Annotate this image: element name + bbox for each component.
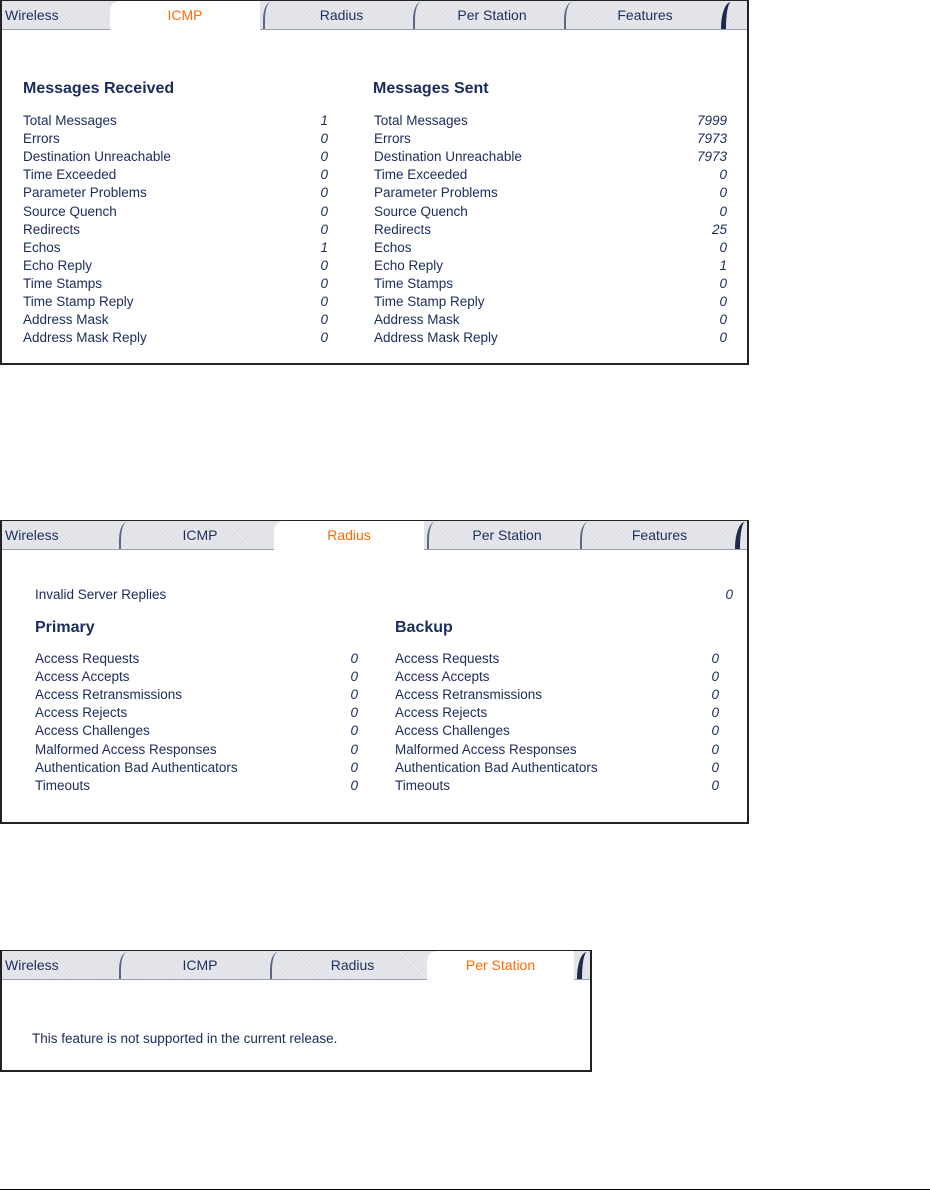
stat-label: Source Quench	[23, 203, 117, 219]
stat-value: 7999	[696, 113, 727, 128]
stat-value: 0	[320, 131, 328, 147]
stat-label: Time Stamp Reply	[374, 294, 485, 309]
stat-value: 0	[350, 777, 358, 793]
stat-row	[374, 293, 727, 311]
tab-wireless[interactable]: Wireless	[5, 7, 59, 23]
tab-separator	[113, 952, 131, 979]
stat-label: Errors	[374, 131, 411, 147]
tab-features[interactable]: Features	[631, 527, 688, 543]
stat-label: Access Retransmissions	[35, 687, 183, 703]
stat-row	[374, 275, 727, 293]
radius-panel	[0, 520, 749, 824]
stat-label: Source Quench	[374, 203, 468, 219]
stat-value: 0	[320, 167, 328, 183]
stat-label: Echos	[23, 239, 61, 255]
tab-radius[interactable]: Radius	[274, 521, 424, 550]
tab-per-station[interactable]: Per Station	[472, 527, 542, 543]
stat-row	[374, 311, 727, 329]
stat-label: Timeouts	[395, 777, 451, 793]
tab-separator	[113, 522, 131, 549]
stat-value: 0	[711, 759, 719, 775]
stat-value: 7973	[696, 149, 727, 165]
stat-row	[23, 311, 328, 329]
tab-separator	[574, 522, 592, 549]
tab-separator	[729, 522, 747, 549]
stat-row	[374, 184, 727, 202]
stat-row	[374, 203, 727, 221]
per-station-panel	[0, 950, 592, 1072]
stat-label: Time Exceeded	[23, 167, 117, 183]
stat-value: 0	[719, 239, 727, 255]
not-supported-message: This feature is not supported in the current release.	[32, 1031, 338, 1046]
stat-row	[374, 148, 727, 166]
stat-row	[35, 777, 358, 795]
stat-row	[374, 257, 727, 275]
messages-sent-title: Messages Sent	[373, 80, 489, 97]
stat-label: Redirects	[374, 221, 432, 237]
stat-value: 0	[350, 687, 358, 703]
row-value: 0	[725, 587, 733, 602]
stat-value: 0	[320, 221, 328, 237]
messages-received-title: Messages Received	[23, 80, 175, 97]
stat-label: Errors	[23, 131, 60, 147]
stat-label: Redirects	[23, 221, 81, 237]
stat-value: 0	[711, 651, 719, 666]
stat-value: 0	[320, 203, 328, 219]
stat-row	[23, 130, 328, 148]
stat-row	[23, 184, 328, 202]
stat-row	[23, 221, 328, 239]
icmp-tab-bar	[2, 1, 747, 30]
stat-row	[35, 686, 358, 704]
stat-row	[374, 112, 727, 130]
stat-value: 0	[350, 705, 358, 721]
tab-per-station[interactable]: Per Station	[457, 7, 527, 23]
tab-separator	[421, 522, 439, 549]
stat-value: 0	[711, 669, 719, 685]
stat-label: Time Stamps	[374, 275, 454, 291]
radius-tab-bar	[2, 521, 747, 550]
stat-row	[395, 650, 719, 668]
stat-value: 0	[711, 705, 719, 721]
stat-row	[395, 741, 719, 759]
stat-row	[23, 275, 328, 293]
stat-label: Timeouts	[35, 777, 91, 793]
stat-value: 0	[350, 723, 358, 739]
stat-value: 0	[719, 203, 727, 219]
stat-label: Address Mask	[23, 312, 109, 328]
tab-wireless[interactable]: Wireless	[5, 527, 59, 543]
stat-value: 0	[320, 330, 328, 346]
stat-label: Access Rejects	[35, 705, 128, 721]
stat-row	[23, 166, 328, 184]
per-station-tab-bar	[2, 951, 590, 980]
stat-row	[35, 722, 358, 740]
stat-row	[23, 257, 328, 275]
stat-value: 0	[719, 330, 727, 346]
row-label: Invalid Server Replies	[35, 587, 167, 602]
stat-row	[35, 704, 358, 722]
stat-value: 0	[711, 723, 719, 739]
stat-label: Authentication Bad Authenticators	[35, 759, 238, 775]
stat-value: 0	[711, 687, 719, 703]
stat-value: 0	[350, 651, 358, 666]
stat-row	[374, 130, 727, 148]
stat-row	[395, 722, 719, 740]
stat-value: 0	[320, 275, 328, 291]
tab-separator	[571, 952, 589, 979]
stat-value: 0	[719, 275, 727, 291]
stat-row	[374, 221, 727, 239]
tab-separator	[407, 2, 425, 29]
stat-label: Access Retransmissions	[395, 687, 543, 703]
stat-value: 7973	[696, 131, 727, 147]
stat-row	[23, 239, 328, 257]
tab-separator	[257, 2, 275, 29]
invalid-server-replies-row	[35, 586, 733, 604]
stat-row	[395, 777, 719, 795]
stat-label: Address Mask	[374, 312, 460, 328]
stat-label: Total Messages	[374, 113, 468, 128]
stat-label: Address Mask Reply	[374, 330, 498, 346]
stat-row	[374, 166, 727, 184]
stat-label: Time Stamps	[23, 275, 103, 291]
stat-label: Echo Reply	[23, 257, 93, 273]
stat-label: Access Requests	[35, 651, 140, 666]
tab-features[interactable]: Features	[617, 7, 673, 23]
stat-label: Malformed Access Responses	[395, 741, 577, 757]
stat-label: Destination Unreachable	[374, 149, 522, 165]
stat-value: 0	[320, 312, 328, 328]
tab-icmp[interactable]: ICMP	[182, 957, 218, 973]
stat-label: Access Rejects	[395, 705, 488, 721]
stat-label: Authentication Bad Authenticators	[395, 759, 598, 775]
stat-value: 25	[711, 221, 727, 237]
stat-label: Access Requests	[395, 651, 500, 666]
stat-label: Parameter Problems	[23, 185, 147, 201]
stat-label: Destination Unreachable	[23, 149, 171, 165]
backup-title: Backup	[395, 619, 453, 636]
stat-value: 0	[719, 294, 727, 309]
stat-value: 1	[320, 239, 328, 255]
stat-row	[23, 148, 328, 166]
stat-row	[35, 759, 358, 777]
stat-label: Access Accepts	[395, 669, 490, 685]
stat-row	[23, 203, 328, 221]
stat-label: Access Accepts	[35, 669, 130, 685]
stat-value: 0	[320, 185, 328, 201]
tab-separator	[264, 952, 282, 979]
tab-per-station[interactable]: Per Station	[427, 951, 574, 980]
stat-value: 0	[320, 257, 328, 273]
stat-value: 0	[719, 185, 727, 201]
stat-value: 0	[350, 759, 358, 775]
icmp-panel	[0, 0, 749, 365]
stat-row	[395, 686, 719, 704]
stat-label: Access Challenges	[395, 723, 510, 739]
stat-row	[395, 668, 719, 686]
stat-row	[35, 668, 358, 686]
stat-row	[35, 650, 358, 668]
stat-label: Total Messages	[23, 113, 117, 128]
stat-value: 1	[320, 113, 328, 128]
tab-radius[interactable]: Radius	[319, 7, 364, 23]
stat-value: 0	[719, 312, 727, 328]
stat-value: 0	[719, 167, 727, 183]
stat-label: Parameter Problems	[374, 185, 498, 201]
stat-label: Time Stamp Reply	[23, 294, 134, 309]
stat-row	[23, 293, 328, 311]
stat-label: Echo Reply	[374, 257, 444, 273]
tab-separator	[715, 2, 733, 29]
tab-separator	[558, 2, 576, 29]
stat-value: 0	[320, 294, 328, 309]
stat-row	[395, 759, 719, 777]
stat-row	[35, 741, 358, 759]
stat-row	[23, 112, 328, 130]
tab-wireless[interactable]: Wireless	[5, 957, 59, 973]
stat-value: 0	[320, 149, 328, 165]
stat-row	[395, 704, 719, 722]
stat-value: 0	[711, 741, 719, 757]
stat-label: Time Exceeded	[374, 167, 468, 183]
stat-row	[374, 329, 727, 347]
stat-row	[23, 329, 328, 347]
stat-label: Echos	[374, 239, 412, 255]
stat-value: 0	[350, 741, 358, 757]
stat-value: 0	[350, 669, 358, 685]
page-footer-rule	[0, 1189, 930, 1190]
stat-value: 0	[711, 777, 719, 793]
stat-label: Address Mask Reply	[23, 330, 147, 346]
primary-title: Primary	[35, 619, 95, 636]
stat-label: Malformed Access Responses	[35, 741, 217, 757]
tab-icmp[interactable]: ICMP	[110, 1, 260, 30]
stat-value: 1	[719, 257, 727, 273]
tab-icmp[interactable]: ICMP	[182, 527, 218, 543]
stat-row	[374, 239, 727, 257]
tab-radius[interactable]: Radius	[330, 957, 375, 973]
stat-label: Access Challenges	[35, 723, 150, 739]
